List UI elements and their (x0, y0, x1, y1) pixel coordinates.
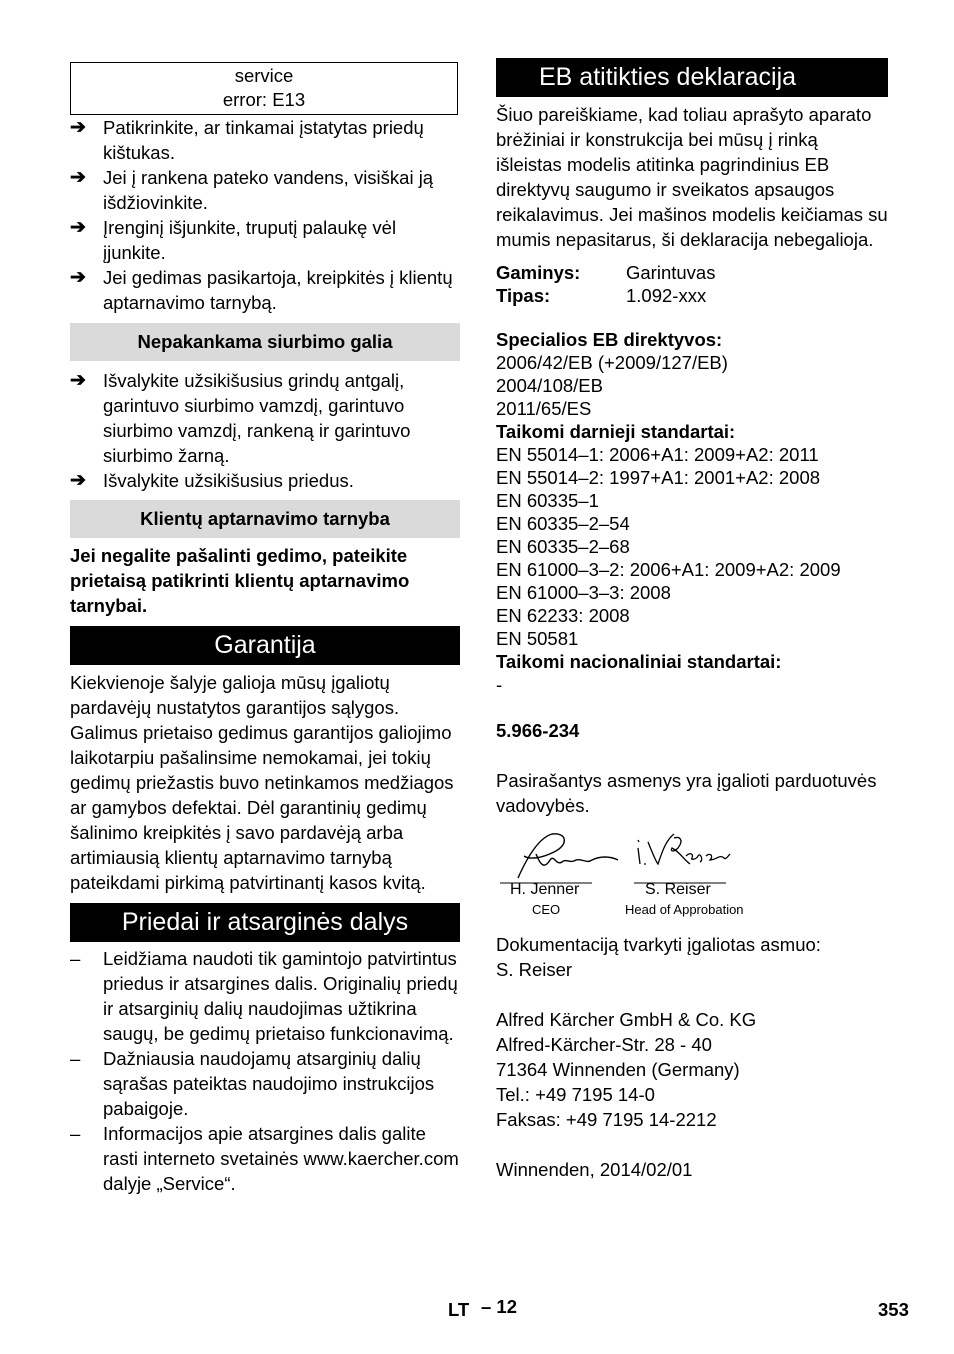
list-item: – Informacijos apie atsargines dalis galite rasti interneto svetainės www.kaercher.com dalyje „Service“. (70, 1123, 459, 1194)
dash-bullet: – (70, 1123, 81, 1144)
address-block (496, 1007, 888, 1132)
national-value: - (496, 674, 503, 695)
signature-reiser (634, 830, 734, 885)
standard-item: EN 55014–2: 1997+A1: 2001+A2: 2008 (496, 467, 821, 488)
doc-person-name: S. Reiser (496, 959, 573, 980)
standard-item: EN 60335–1 (496, 490, 599, 511)
footer-page-number: 353 (878, 1299, 909, 1320)
directives-block (496, 328, 888, 696)
warranty-text: Kiekvienoje šalyje galioja mūsų įgaliotų pardavėjų nustatytos garantijos sąlygos. Galimus prietaiso gedimus garantijos galiojimo laikotarpiu pašalinsime nemokamai, jei tokių gedimų priežastis buvo netinkamos medžiagos ar gamybos defektai. Dėl garantinių gedimų šalinimo kreipkitės į savo pardavėją arba artimiausią klientų aptarnavimo tarnybą pateikdami pirkimą patvirtinantį kasos kvitą. (70, 672, 454, 893)
standard-item: EN 60335–2–68 (496, 536, 630, 557)
suction-steps-list (70, 368, 460, 493)
signatures-block (496, 830, 888, 920)
standard-item: EN 61000–3–3: 2008 (496, 582, 671, 603)
error-line-2: error: E13 (222, 89, 306, 110)
signature-jenner (500, 830, 620, 885)
table-row (496, 261, 715, 284)
table-row (496, 284, 715, 307)
type-label: Tipas: (496, 285, 551, 306)
directive-item: 2006/42/EB (+2009/127/EB) (496, 352, 728, 373)
parts-list (70, 946, 460, 1196)
footer-language: LT (448, 1299, 470, 1320)
service-heading: Klientų aptarnavimo tarnyba (70, 500, 460, 538)
standard-item: EN 61000–3–2: 2006+A1: 2009+A2: 2009 (496, 559, 841, 580)
address-line: 71364 Winnenden (Germany) (496, 1059, 740, 1080)
dash-bullet: – (70, 948, 81, 969)
standard-item: EN 62233: 2008 (496, 605, 630, 626)
standard-item: EN 50581 (496, 628, 579, 649)
type-value: 1.092-xxx (626, 285, 707, 306)
arrow-icon: ➔ (70, 267, 86, 288)
list-item: ➔ Įrenginį išjunkite, truputį palaukę vėl įjunkite. (70, 217, 397, 263)
list-item: – Dažniausia naudojamų atsarginių dalių sąrašas pateiktas naudojimo instrukcijos pabaigoje. (70, 1048, 435, 1119)
error-display-box (70, 62, 458, 115)
doc-number: 5.966-234 (496, 720, 580, 741)
right-column (496, 62, 888, 1182)
arrow-icon: ➔ (70, 117, 86, 138)
address-line: Alfred Kärcher GmbH & Co. KG (496, 1009, 757, 1030)
doc-person-text: Dokumentaciją tvarkyti įgaliotas asmuo: (496, 934, 821, 955)
directives-heading: Specialios EB direktyvos: (496, 329, 723, 350)
list-item: ➔ Jei į rankena pateko vandens, visiškai ją išdžiovinkite. (70, 167, 434, 213)
list-item: – Leidžiama naudoti tik gamintojo patvirtintus priedus ir atsargines dalis. Originalių priedų ir atsarginių dalių naudojimas užtikrina saugų, be gedimų prietaiso funkcionavimą. (70, 948, 458, 1044)
address-line: Tel.: +49 7195 14-0 (496, 1084, 655, 1105)
directive-item: 2011/65/ES (496, 398, 592, 419)
address-line: Faksas: +49 7195 14-2212 (496, 1109, 717, 1130)
product-label: Gaminys: (496, 262, 581, 283)
error-steps-list (70, 115, 460, 315)
address-line: Alfred-Kärcher-Str. 28 - 40 (496, 1034, 712, 1055)
arrow-icon: ➔ (70, 167, 86, 188)
signatories-text: Pasirašantys asmenys yra įgalioti parduotuvės vadovybės. (496, 770, 877, 816)
product-value: Garintuvas (626, 262, 716, 283)
list-item: ➔ Jei gedimas pasikartoja, kreipkitės į klientų aptarnavimo tarnybą. (70, 267, 453, 313)
list-item: ➔ Išvalykite užsikišusius grindų antgalį, garintuvo siurbimo vamzdį, garintuvo siurbimo vamzdį, rankeną ir garintuvo siurbimo žarną. (70, 370, 411, 466)
signer2-title: Head of Approbation (625, 902, 744, 917)
dash-bullet: – (70, 1048, 81, 1069)
service-text: Jei negalite pašalinti gedimo, pateikite prietaisą patikrinti klientų aptarnavimo tarnybai. (70, 545, 410, 616)
product-info-table (496, 261, 715, 307)
standard-item: EN 55014–1: 2006+A1: 2009+A2: 2011 (496, 444, 819, 465)
standard-item: EN 60335–2–54 (496, 513, 630, 534)
signer2-name: S. Reiser (645, 881, 711, 898)
suction-heading: Nepakankama siurbimo galia (70, 323, 460, 361)
list-item: ➔ Išvalykite užsikišusius priedus. (70, 470, 354, 491)
arrow-icon: ➔ (70, 470, 86, 491)
place-date: Winnenden, 2014/02/01 (496, 1159, 693, 1180)
arrow-icon: ➔ (70, 217, 86, 238)
standards-heading: Taikomi darnieji standartai: (496, 421, 736, 442)
list-item: ➔ Patikrinkite, ar tinkamai įstatytas priedų kištukas. (70, 117, 424, 163)
declaration-heading: EB atitikties deklaracija (496, 58, 888, 97)
left-column (70, 62, 460, 1196)
footer-local-page: – 12 (481, 1296, 518, 1317)
arrow-icon: ➔ (70, 370, 86, 391)
declaration-intro: Šiuo pareiškiame, kad toliau aprašyto aparato brėžiniai ir konstrukcija bei mūsų į rinką išleistas modelis atitinka pagrindinius EB direktyvų saugumo ir sveikatos apsaugos reikalavimus. Jei mašinos modelis keičiamas su mumis nepasitarus, ši deklaracija nebegalioja. (496, 104, 888, 250)
error-line-1: service (234, 65, 294, 86)
directive-item: 2004/108/EB (496, 375, 603, 396)
warranty-heading: Garantija (70, 626, 460, 665)
parts-heading: Priedai ir atsarginės dalys (70, 903, 460, 942)
national-heading: Taikomi nacionaliniai standartai: (496, 651, 782, 672)
signer1-title: CEO (532, 902, 561, 917)
signer1-name: H. Jenner (510, 881, 580, 898)
